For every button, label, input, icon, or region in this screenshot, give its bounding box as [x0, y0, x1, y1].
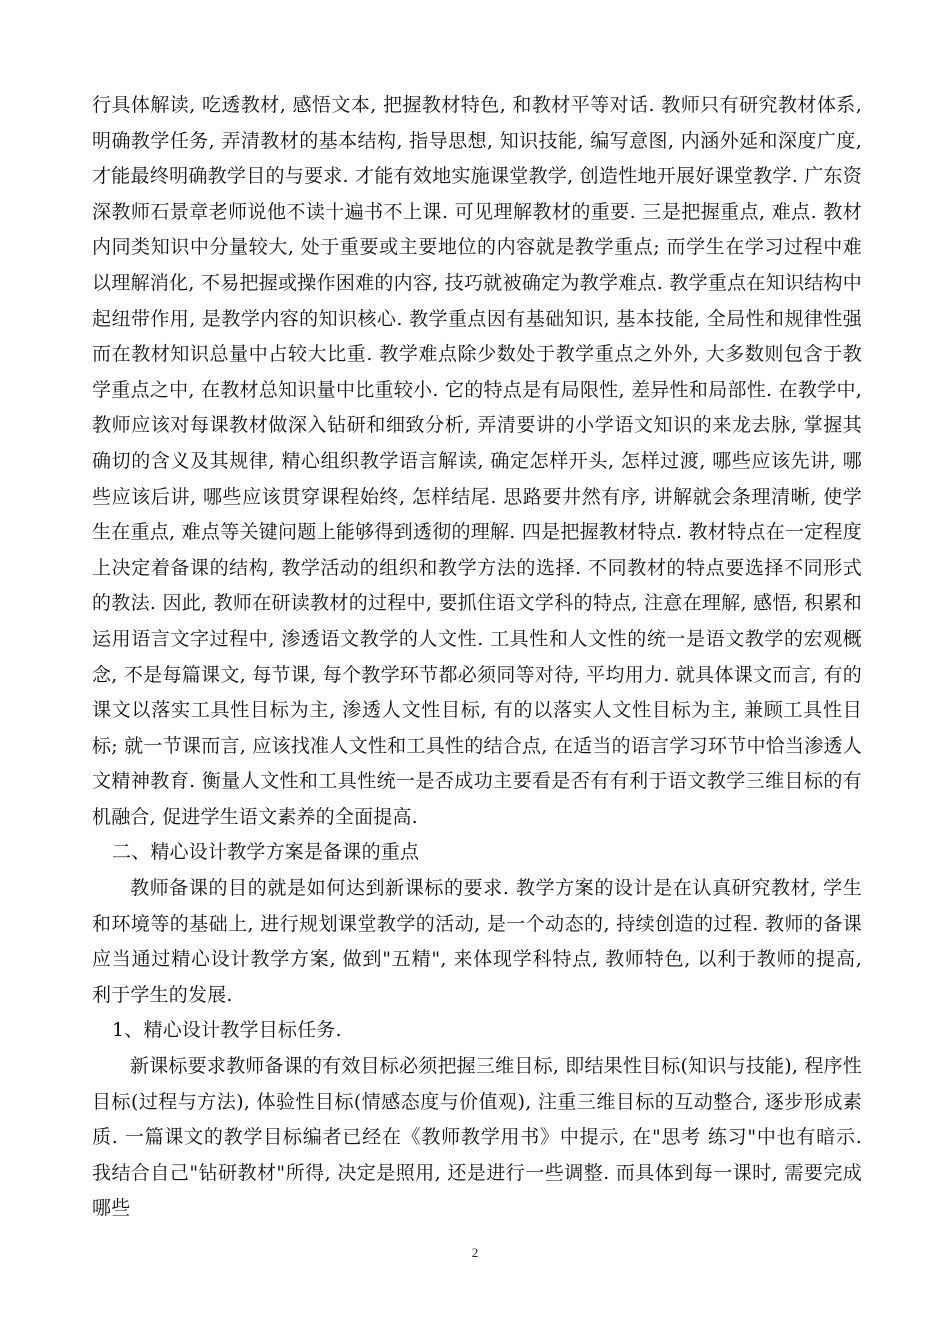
section-heading: 二、精心设计教学方案是备课的重点 [112, 841, 420, 864]
body-paragraph: 教师备课的目的就是如何达到新课标的要求. 教学方案的设计是在认真研究教材, 学生和环境等的基础上, 进行规划课堂教学的活动, 是一个动态的, 持续创造的过程. 教师的备课应当通过精心设计教学方案, 做到"五精", 来体现学科特点, 教师特色, 以利于教师的提高, 利于学生的发展. [92, 877, 862, 1006]
body-paragraph-continued: 行具体解读, 吃透教材, 感悟文本, 把握教材特色, 和教材平等对话. 教师只有研究教材体系, 明确教学任务, 弄清教材的基本结构, 指导思想, 知识技能, 编写意图, 内涵外延和深度广度, 才能最终明确教学目的与要求. 才能有效地实施课堂教学, 创造性地开展好课堂教学. 广东资深教师石景章老师说他不读十遍书不上课. 可见理解教材的重要. 三是把握重点, 难点. 教材内同类知识中分量较大, 处于重要或主要地位的内容就是教学重点; 而学生在学习过程中难以理解消化, 不易把握或操作困难的内容, 技巧就被确定为教学难点. 教学重点在知识结构中起纽带作用, 是教学内容的知识核心. 教学重点因有基础知识, 基本技能, 全局性和规律性强而在教材知识总量中占较大比重. 教学难点除少数处于教学重点之外外, 大多数则包含于教学重点之中, 在教材总知识量中比重较小. 它的特点是有局限性, 差异性和局部性. 在教学中, 教师应该对每课教材做深入钻研和细致分析, 弄清要讲的小学语文知识的来龙去脉, 掌握其确切的含义及其规律, 精心组织教学语言解读, 确定怎样开头, 怎样过渡, 哪些应该先讲, 哪些应该后讲, 哪些应该贯穿课程始终, 怎样结尾. 思路要井然有序, 讲解就会条理清晰, 使学生在重点, 难点等关键问题上能够得到透彻的理解. 四是把握教材特点. 教材特点在一定程度上决定着备课的结构, 教学活动的组织和教学方法的选择. 不同教材的特点要选择不同形式的教法. 因此, 教师在研读教材的过程中, 要抓住语文学科的特点, 注意在理解, 感悟, 积累和运用语言文字过程中, 渗透语文教学的人文性. 工具性和人文性的统一是语文教学的宏观概念, 不是每篇课文, 每节课, 每个教学环节都必须同等对待, 平均用力. 就具体课文而言, 有的课文以落实工具性目标为主, 渗透人文性目标, 有的以落实人文性目标为主, 兼顾工具性目标; 就一节课而言, 应该找准人文性和工具性的结合点, 在适当的语言学习环节中恰当渗透人文精神教育. 衡量人文性和工具性统一是否成功主要看是否有有利于语文教学三维目标的有机融合, 促进学生语文素养的全面提高. [92, 94, 862, 828]
page-number: 2 [471, 1245, 479, 1260]
subsection-heading: 1、精心设计教学目标任务. [112, 1019, 342, 1042]
body-paragraph: 新课标要求教师备课的有效目标必须把握三维目标, 即结果性目标(知识与技能), 程序性目标(过程与方法), 体验性目标(情感态度与价值观), 注重三维目标的互动整合, 逐步形成素质. 一篇课文的教学目标编者已经在《教师教学用书》中提示, 在"思考 练习"中也有暗示. 我结合自己"钻研教材"所得, 决定是照用, 还是进行一些调整. 而具体到每一课时, 需要完成哪些 [92, 1055, 862, 1220]
document-body [92, 88, 862, 1227]
